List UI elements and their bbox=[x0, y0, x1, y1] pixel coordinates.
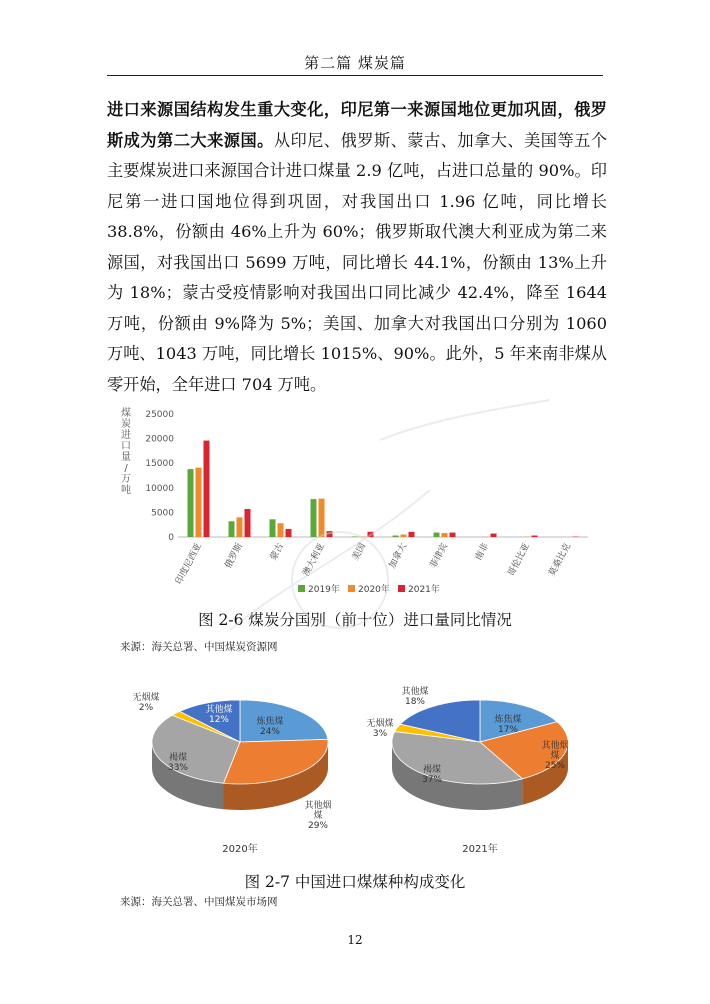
pie-value-label: 2% bbox=[138, 703, 154, 713]
pie-value-label: 3% bbox=[372, 729, 388, 739]
y-axis-label-char: 量 bbox=[121, 452, 131, 463]
pie-chart-2021 bbox=[360, 680, 600, 860]
legend-label: 2019年 bbox=[308, 585, 340, 595]
y-tick-label: 15000 bbox=[145, 459, 174, 470]
bar-2021年-俄罗斯 bbox=[245, 509, 251, 537]
bar-2019年-澳大利亚 bbox=[311, 499, 317, 537]
category-label: 印度尼西亚 bbox=[174, 541, 205, 587]
pie-year-label: 2021年 bbox=[462, 844, 498, 855]
pie-label-text: 炼焦煤 bbox=[256, 717, 284, 727]
legend-label: 2020年 bbox=[358, 585, 390, 595]
bar-2021年-蒙古 bbox=[286, 529, 292, 537]
legend-swatch bbox=[398, 585, 405, 592]
pie-label-text: 无烟煤 bbox=[366, 719, 394, 729]
pie-label-其他煤 bbox=[205, 703, 232, 725]
pie-label-text: 其他烟 bbox=[304, 801, 332, 811]
pie-label-炼焦煤 bbox=[256, 715, 283, 737]
pie-label-炼焦煤 bbox=[494, 713, 521, 735]
pie-value-label: 33% bbox=[167, 763, 189, 773]
bar-2021年-哥伦比亚 bbox=[532, 536, 538, 537]
pie-label-text: 煤 bbox=[313, 811, 323, 821]
y-tick-label: 5000 bbox=[151, 508, 174, 519]
category-label: 蒙古 bbox=[268, 541, 287, 563]
bar-2020年-澳大利亚 bbox=[319, 499, 325, 537]
pie-value-label: 18% bbox=[404, 697, 426, 707]
figure1-source: 来源：海关总署、中国煤炭资源网 bbox=[120, 641, 278, 653]
pie-value-label: 12% bbox=[208, 715, 230, 725]
header-divider bbox=[107, 75, 603, 76]
pie-slice-炼焦煤 bbox=[240, 700, 328, 742]
pie-label-无烟煤 bbox=[132, 691, 159, 713]
bar-2021年-美国 bbox=[368, 532, 374, 537]
pie-label-text: 其他烟 bbox=[541, 741, 569, 751]
body-sentence: 从印尼、俄罗斯、蒙古、加拿大、美国等五个主要煤炭进口来源国合计进口煤量 2.9 亿吨，占进口总量的 90%。印尼第一进口国地位得到巩固，对我国出口 1.96 亿吨，同比增长 38.8%，份额由 46%上升为 60%；俄罗斯取代澳大利亚成为第二来源国，对我国出口 5699 万吨，同比增长 44.1%，份额由 13%上升为 18%；蒙古受疫情影响对我国出口同比减少 42.4%，降至 1644 万吨，份额由 9%降为 5%；美国、加拿大对我国出口分别为 1060 万吨、1043 万吨，同比增长 1015%、90%。此外，5 年来南非煤从零开始，全年进口 704 万吨。 bbox=[107, 130, 608, 394]
page-header-title: 第二篇 煤炭篇 bbox=[304, 54, 406, 72]
pie-label-text: 炼焦煤 bbox=[494, 715, 522, 725]
pie-value-label: 25% bbox=[544, 761, 566, 771]
pie-label-text: 煤 bbox=[550, 751, 560, 761]
bar-2021年-印度尼西亚 bbox=[204, 441, 210, 537]
bar-2021年-南非 bbox=[491, 534, 497, 537]
y-axis-label-char: 吨 bbox=[121, 485, 131, 496]
bar-2019年-加拿大 bbox=[393, 536, 399, 537]
category-label: 莫桑比克 bbox=[547, 541, 574, 579]
pie-label-text: 无烟煤 bbox=[132, 693, 160, 703]
pie-label-褐煤 bbox=[168, 751, 188, 773]
bar-2020年-菲律宾 bbox=[442, 533, 448, 537]
pie-value-label: 24% bbox=[259, 727, 281, 737]
page-number: 12 bbox=[347, 933, 363, 947]
category-label: 菲律宾 bbox=[428, 541, 451, 571]
pie-value-label: 29% bbox=[307, 821, 329, 831]
y-axis-label-char: 炭 bbox=[121, 419, 131, 430]
pie-label-褐煤 bbox=[422, 763, 442, 785]
bar-2019年-印度尼西亚 bbox=[188, 469, 194, 537]
category-label: 澳大利亚 bbox=[301, 541, 328, 579]
bar-chart bbox=[118, 402, 598, 607]
pie-label-text: 褐煤 bbox=[422, 765, 442, 775]
pie-label-无烟煤 bbox=[366, 717, 393, 739]
category-label: 南非 bbox=[473, 541, 492, 563]
y-tick-label: 0 bbox=[168, 533, 174, 543]
figure1-caption: 图 2-6 煤炭分国别（前十位）进口量同比情况 bbox=[198, 611, 512, 629]
pie-label-text: 其他煤 bbox=[401, 687, 429, 697]
category-label: 美国 bbox=[350, 541, 369, 563]
y-axis-label-char: 万 bbox=[121, 474, 131, 485]
y-tick-label: 20000 bbox=[145, 434, 174, 445]
bar-2021年-澳大利亚 bbox=[327, 531, 333, 537]
bar-2019年-菲律宾 bbox=[434, 533, 440, 537]
pie-label-text: 褐煤 bbox=[168, 753, 188, 763]
bar-2021年-菲律宾 bbox=[450, 533, 456, 537]
pie-chart-2020 bbox=[120, 680, 360, 860]
figure2-caption: 图 2-7 中国进口煤煤种构成变化 bbox=[244, 873, 466, 891]
legend-label: 2021年 bbox=[408, 585, 440, 595]
category-label: 加拿大 bbox=[387, 541, 410, 571]
bar-2019年-蒙古 bbox=[270, 519, 276, 537]
lead-sentence: 进口来源国结构发生重大变化，印尼第一来源国地位更加巩固，俄罗斯成为第二大来源国。 bbox=[107, 100, 607, 150]
pie-value-label: 37% bbox=[421, 775, 443, 785]
figure2-source: 来源：海关总署、中国煤炭市场网 bbox=[120, 896, 278, 908]
bar-2021年-加拿大 bbox=[409, 532, 415, 537]
bar-2020年-印度尼西亚 bbox=[196, 468, 202, 537]
pie-label-text: 其他煤 bbox=[205, 705, 233, 715]
legend-swatch bbox=[298, 585, 305, 592]
y-axis-label-char: 口 bbox=[121, 441, 131, 452]
body-paragraph bbox=[107, 95, 607, 400]
bar-2020年-加拿大 bbox=[401, 535, 407, 537]
pie-value-label: 17% bbox=[497, 725, 519, 735]
category-label: 俄罗斯 bbox=[223, 541, 246, 571]
pie-year-label: 2020年 bbox=[222, 844, 258, 855]
bar-2019年-俄罗斯 bbox=[229, 521, 235, 537]
pie-label-其他煤 bbox=[401, 685, 428, 707]
y-axis-label-char: 煤 bbox=[121, 408, 131, 419]
y-axis-label-char: 进 bbox=[121, 430, 131, 441]
bar-2020年-俄罗斯 bbox=[237, 517, 243, 537]
category-label: 哥伦比亚 bbox=[506, 541, 533, 579]
legend-swatch bbox=[348, 585, 355, 592]
bar-2020年-蒙古 bbox=[278, 523, 284, 537]
y-tick-label: 10000 bbox=[145, 483, 174, 494]
pie-label-其他烟煤 bbox=[304, 799, 331, 831]
y-axis-label-char: / bbox=[124, 463, 128, 474]
y-tick-label: 25000 bbox=[145, 410, 174, 420]
